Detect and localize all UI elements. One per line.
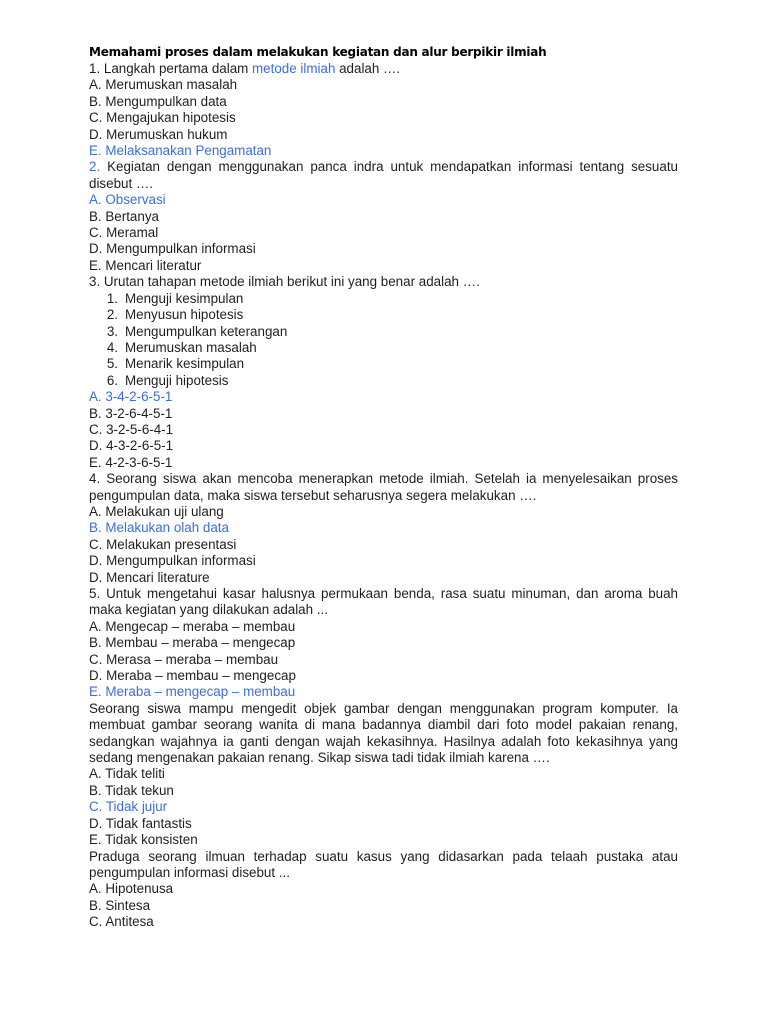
question-1-text-start: 1. Langkah pertama dalam	[89, 61, 253, 76]
question-1-text-end: adalah ….	[335, 61, 401, 76]
q3-step	[89, 373, 678, 389]
q2-option-b: B. Bertanya	[89, 208, 159, 224]
q2-option-d: D. Mengumpulkan informasi	[89, 241, 256, 257]
q2-option-c: C. Meramal	[89, 225, 159, 241]
q6-option-e: E. Tidak konsisten	[89, 832, 198, 848]
q4-option-a: A. Melakukan uji ulang	[89, 503, 224, 519]
q5-answer: E. Meraba – mengecap – membau	[89, 684, 296, 700]
question-3: 3. Urutan tahapan metode ilmiah berikut ini yang benar adalah ….	[89, 274, 480, 290]
q3-step-number: 3.	[106, 323, 118, 339]
q3-step	[89, 324, 678, 340]
q3-answer: A. 3-4-2-6-5-1	[89, 389, 173, 405]
q3-step-label: Menarik kesimpulan	[125, 356, 245, 372]
question-2	[89, 159, 678, 192]
q4-option-d: D. Mengumpulkan informasi	[89, 553, 256, 569]
q3-step-label: Merumuskan masalah	[125, 339, 257, 355]
q3-option-c: C. 3-2-5-6-4-1	[89, 421, 174, 437]
question-1	[89, 61, 678, 77]
q3-step-number: 5.	[106, 356, 118, 372]
q4-answer: B. Melakukan olah data	[89, 520, 229, 536]
q4-option-d2: D. Mencari literature	[89, 569, 210, 585]
q6-answer: C. Tidak jujur	[89, 799, 168, 815]
q3-step-label: Menguji hipotesis	[125, 372, 229, 388]
q3-step-number: 2.	[106, 307, 118, 323]
q3-step-label: Mengumpulkan keterangan	[125, 323, 288, 339]
q3-step-label: Menguji kesimpulan	[125, 290, 244, 306]
q7-option-a: A. Hipotenusa	[89, 881, 174, 897]
q6-option-a: A. Tidak teliti	[89, 766, 165, 782]
q1-answer: E. Melaksanakan Pengamatan	[89, 143, 272, 159]
q3-step-number: 6.	[106, 372, 118, 388]
q3-option-e: E. 4-2-3-6-5-1	[89, 454, 173, 470]
q5-option-d: D. Meraba – membau – mengecap	[89, 668, 296, 684]
question-7: Praduga seorang ilmuan terhadap suatu kasus yang didasarkan pada telaah pustaka atau pengumpulan informasi disebut ...	[89, 848, 678, 880]
question-1-highlight: metode ilmiah	[252, 61, 336, 76]
q6-option-b: B. Tidak tekun	[89, 782, 174, 798]
q7-option-c: C. Antitesa	[89, 914, 154, 930]
q4-option-c: C. Melakukan presentasi	[89, 536, 237, 552]
question-2-text: Kegiatan dengan menggunakan panca indra untuk mendapatkan informasi tentang sesuatu disebut ….	[89, 159, 678, 191]
q3-step	[89, 340, 678, 356]
q3-option-b: B. 3-2-6-4-5-1	[89, 405, 173, 421]
q1-option-b: B. Mengumpulkan data	[89, 93, 227, 109]
document-page	[89, 44, 678, 931]
question-4: 4. Seorang siswa akan mencoba menerapkan metode ilmiah. Setelah ia menyelesaikan proses pengumpulan data, maka siswa tersebut seharusnya segera melakukan ….	[89, 471, 678, 503]
q1-option-d: D. Merumuskan hukum	[89, 126, 228, 142]
q1-option-a: A. Merumuskan masalah	[89, 77, 238, 93]
question-5: 5. Untuk mengetahui kasar halusnya permukaan benda, rasa suatu minuman, dan aroma buah maka kegiatan yang dilakukan adalah ...	[89, 586, 678, 618]
q2-answer: A. Observasi	[89, 192, 166, 208]
document-title: Memahami proses dalam melakukan kegiatan dan alur berpikir ilmiah	[89, 45, 547, 59]
q1-option-c: C. Mengajukan hipotesis	[89, 110, 236, 126]
q5-option-c: C. Merasa – meraba – membau	[89, 651, 279, 667]
question-6: Seorang siswa mampu mengedit objek gambar dengan menggunakan program komputer. Ia membuat gambar seorang wanita di mana badannya diambil dari foto model pakaian renang, sedangkan wajahnya ia ganti dengan wajah kekasihnya. Hasilnya adalah foto kekasihnya yang sedang mengenakan pakaian renang. Sikap siswa tadi tidak ilmiah karena ….	[89, 700, 678, 766]
question-2-number: 2.	[89, 159, 101, 175]
q3-step-number: 4.	[106, 339, 118, 355]
q3-option-d: D. 4-3-2-6-5-1	[89, 438, 174, 454]
q3-step	[89, 307, 678, 323]
q7-option-b: B. Sintesa	[89, 897, 151, 913]
q3-step-number: 1.	[106, 290, 118, 306]
q2-option-e: E. Mencari literatur	[89, 257, 202, 273]
q6-option-d: D. Tidak fantastis	[89, 815, 192, 831]
q3-step	[89, 356, 678, 372]
q5-option-a: A. Mengecap – meraba – membau	[89, 618, 296, 634]
q3-step-label: Menyusun hipotesis	[125, 307, 244, 323]
q3-step	[89, 291, 678, 307]
q5-option-b: B. Membau – meraba – mengecap	[89, 635, 296, 651]
